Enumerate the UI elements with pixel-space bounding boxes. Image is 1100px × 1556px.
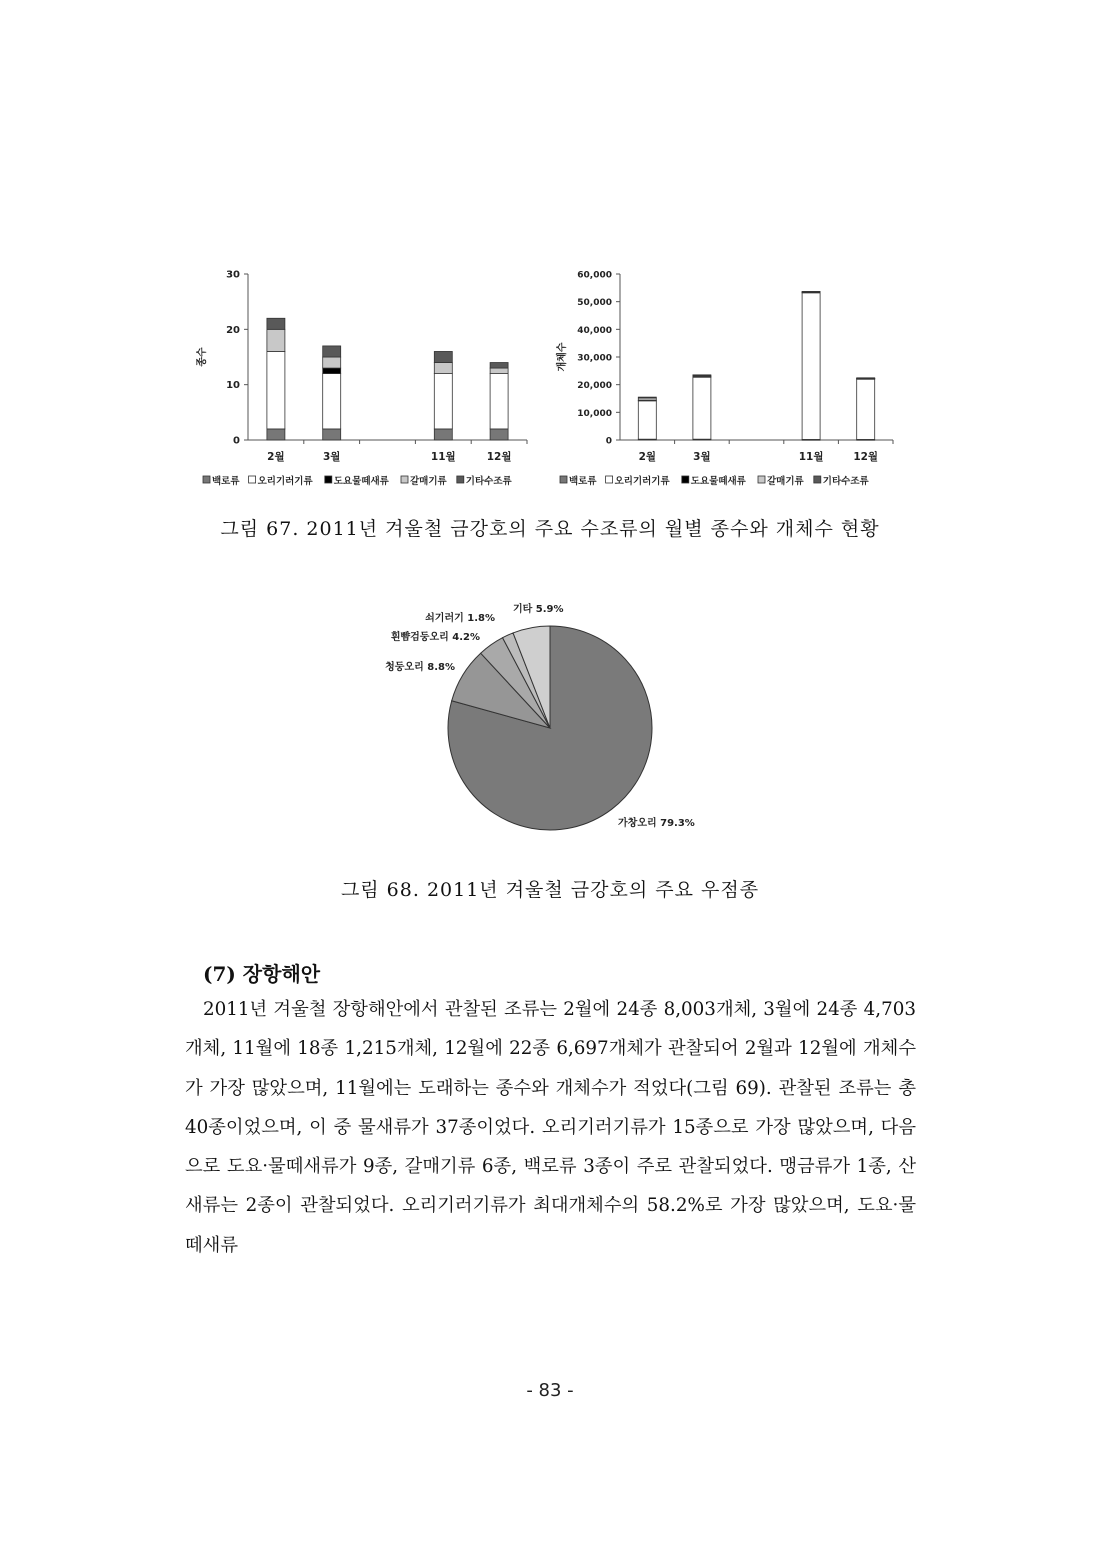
legend-swatch bbox=[682, 476, 689, 483]
bar-segment bbox=[638, 400, 656, 439]
x-tick-label: 3월 bbox=[693, 451, 711, 463]
legend-swatch bbox=[814, 476, 821, 483]
legend-swatch bbox=[325, 476, 332, 483]
species-count-chart bbox=[195, 262, 545, 497]
dominant-species-pie-chart bbox=[340, 590, 760, 840]
bar-segment bbox=[267, 329, 285, 351]
legend-swatch bbox=[457, 476, 464, 483]
y-tick-label: 10 bbox=[226, 380, 240, 392]
figure-68-caption: 그림 68. 2011년 겨울철 금강호의 주요 우점종 bbox=[340, 879, 760, 901]
legend-swatch bbox=[758, 476, 765, 483]
bar-segment bbox=[434, 429, 452, 440]
bar-segment bbox=[323, 374, 341, 429]
page-number: - 83 - bbox=[526, 1380, 574, 1401]
pie-label: 쇠기러기 1.8% bbox=[425, 613, 495, 624]
legend-swatch bbox=[401, 476, 408, 483]
y-tick-label: 0 bbox=[233, 435, 240, 447]
figure-67-caption: 그림 67. 2011년 겨울철 금강호의 주요 수조류의 월별 종수와 개체수 현황 bbox=[220, 518, 880, 540]
legend-swatch bbox=[249, 476, 256, 483]
individual-count-chart bbox=[555, 262, 915, 497]
bar-segment bbox=[267, 429, 285, 440]
pie-label: 청둥오리 8.8% bbox=[385, 662, 455, 673]
x-tick-label: 2월 bbox=[638, 451, 657, 463]
bar-segment bbox=[857, 379, 875, 440]
legend-swatch bbox=[203, 476, 210, 483]
bar-segment bbox=[638, 397, 656, 398]
x-tick-label: 2월 bbox=[267, 451, 285, 463]
bar-segment bbox=[267, 351, 285, 428]
legend-label: 백로류 bbox=[212, 476, 240, 487]
y-tick-label: 10,000 bbox=[577, 408, 612, 419]
y-tick-label: 0 bbox=[605, 436, 612, 447]
bar-segment bbox=[490, 429, 508, 440]
pie-label: 흰뺨검둥오리 4.2% bbox=[390, 632, 480, 643]
legend-swatch bbox=[606, 476, 613, 483]
bar-segment bbox=[434, 351, 452, 362]
bar-segment bbox=[267, 318, 285, 329]
bar-segment bbox=[434, 374, 452, 429]
bar-segment bbox=[802, 292, 820, 439]
legend-label: 오리기러기류 bbox=[614, 476, 670, 487]
bar-segment bbox=[490, 368, 508, 374]
y-tick-label: 30 bbox=[226, 269, 240, 281]
legend-label: 기타수조류 bbox=[465, 476, 512, 487]
y-tick-label: 60,000 bbox=[577, 270, 612, 281]
section-title: (7) 장항해안 bbox=[203, 962, 321, 986]
legend-label: 기타수조류 bbox=[822, 476, 869, 487]
legend-swatch bbox=[560, 476, 567, 483]
legend-label: 오리기러기류 bbox=[257, 476, 313, 487]
y-tick-label: 20,000 bbox=[577, 381, 612, 392]
legend-label: 백로류 bbox=[569, 476, 597, 487]
bar-segment bbox=[323, 357, 341, 368]
x-tick-label: 12월 bbox=[853, 451, 879, 463]
y-tick-label: 30,000 bbox=[577, 353, 612, 364]
y-tick-label: 40,000 bbox=[577, 325, 612, 336]
legend-label: 갈매기류 bbox=[410, 476, 447, 487]
bar-segment bbox=[490, 374, 508, 429]
bar-segment bbox=[490, 363, 508, 369]
y-tick-label: 20 bbox=[226, 324, 240, 336]
x-tick-label: 3월 bbox=[322, 451, 341, 463]
x-tick-label: 11월 bbox=[430, 451, 456, 463]
legend-label: 도요물떼새류 bbox=[690, 476, 746, 487]
bar-segment bbox=[857, 378, 875, 379]
bar-segment bbox=[323, 368, 341, 374]
y-axis-title: 종수 bbox=[197, 347, 208, 367]
bar-segment bbox=[693, 377, 711, 439]
y-tick-label: 50,000 bbox=[577, 298, 612, 309]
bar-segment bbox=[323, 429, 341, 440]
bar-segment bbox=[802, 291, 820, 292]
x-tick-label: 12월 bbox=[486, 451, 512, 463]
body-paragraph: 2011년 겨울철 장항해안에서 관찰된 조류는 2월에 24종 8,003개체, 3월에 24종 4,703개체, 11월에 18종 1,215개체, 12월에 22종 6,697개체가 관찰되어 2월과 12월에 개체수가 가장 많았으며, 11월에는 도래하는 종수와 개체수가 적었다(그림 69). 관찰된 조류는 총 40종이었으며, 이 중 물새류가 37종이었다. 오리기러기류가 15종으로 가장 많았으며, 다음으로 도요·물떼새류가 9종, 갈매기류 6종, 백로류 3종이 주로 관찰되었다. 맹금류가 1종, 산새류는 2종이 관찰되었다. 오리기러기류가 최대개체수의 58.2%로 가장 많았으며, 도요·물떼새류 bbox=[185, 999, 916, 1256]
bar-segment bbox=[693, 375, 711, 376]
x-tick-label: 11월 bbox=[798, 451, 824, 463]
legend-label: 도요물떼새류 bbox=[333, 476, 389, 487]
pie-label: 가창오리 79.3% bbox=[618, 818, 695, 829]
legend-label: 갈매기류 bbox=[767, 476, 804, 487]
pie-label: 기타 5.9% bbox=[513, 604, 564, 615]
bar-segment bbox=[434, 363, 452, 374]
bar-segment bbox=[323, 346, 341, 357]
y-axis-title: 개체수 bbox=[557, 342, 568, 372]
